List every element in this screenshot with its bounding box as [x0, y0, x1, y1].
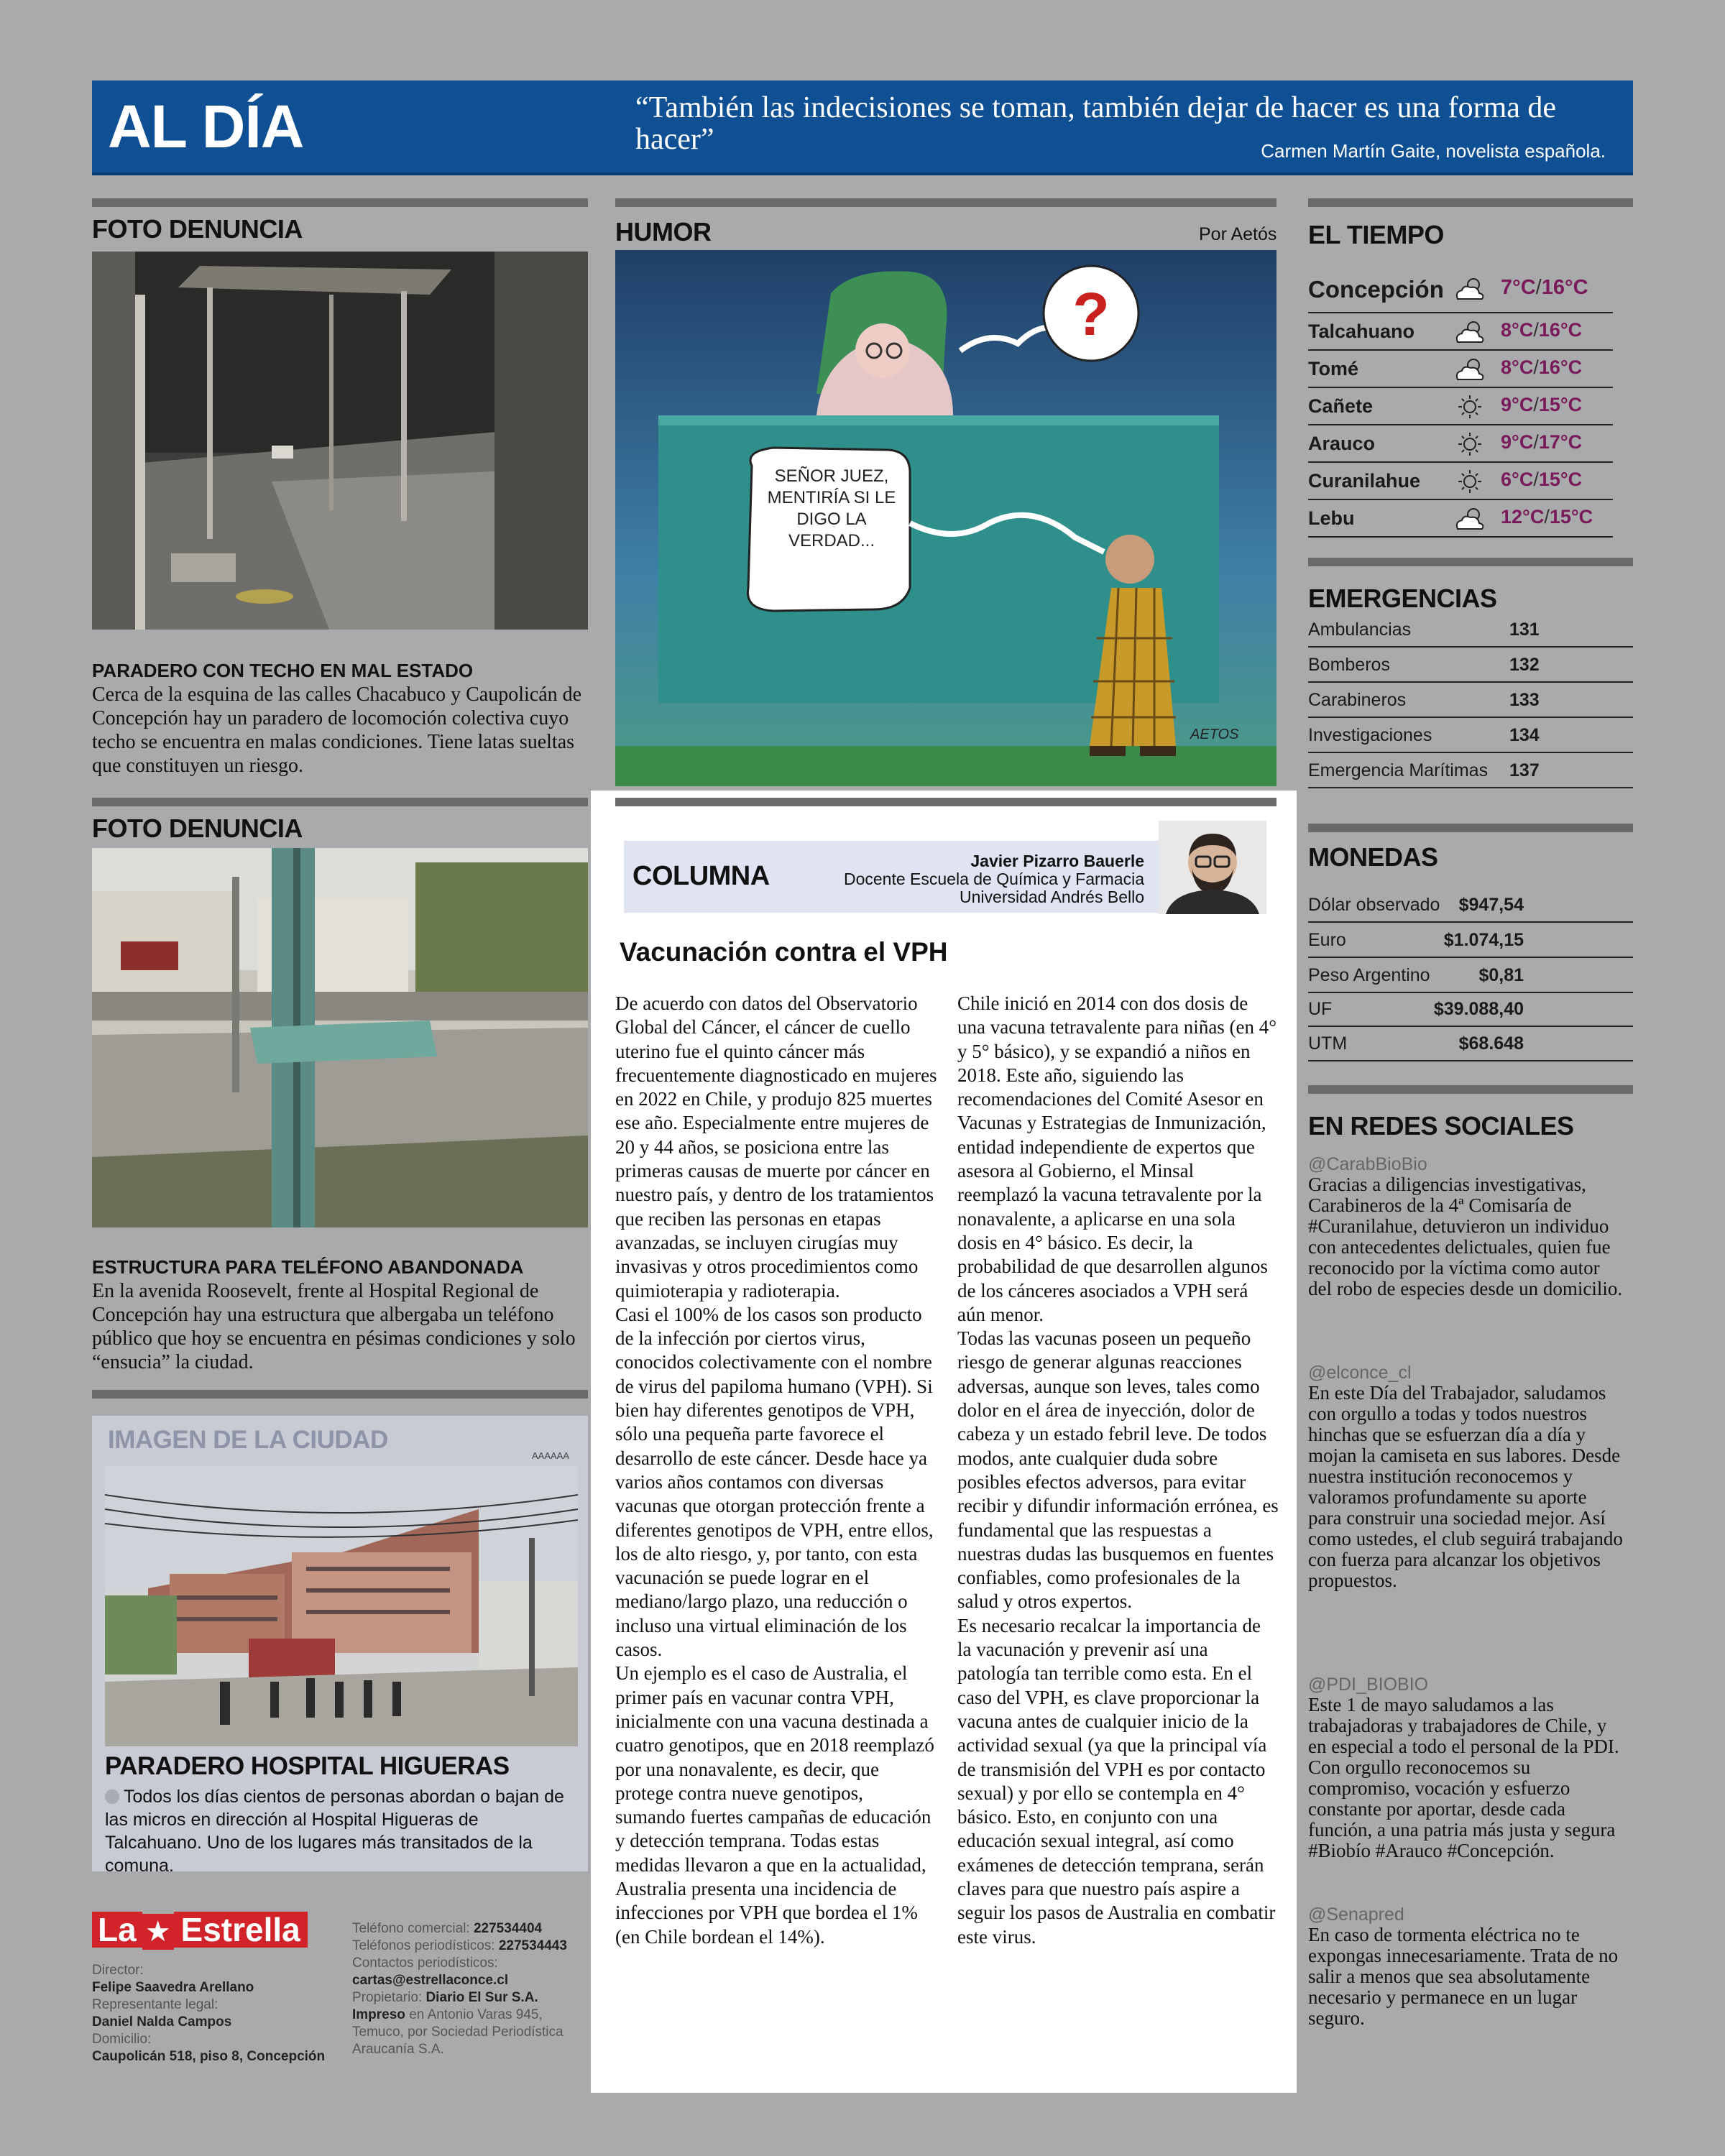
- divider: [615, 198, 1276, 207]
- weather-row: [1308, 315, 1613, 351]
- author-name: Javier Pizarro Bauerle: [970, 852, 1144, 870]
- weather-temps: [1501, 276, 1588, 300]
- logo-la: La: [92, 1912, 142, 1948]
- emergency-number[interactable]: 131: [1509, 619, 1540, 640]
- temp-min: 9°C: [1501, 394, 1534, 415]
- foto1-caption-title: PARADERO CON TECHO EN MAL ESTADO: [92, 660, 474, 681]
- weather-city: Tomé: [1308, 358, 1359, 379]
- foto2-caption-title: ESTRUCTURA PARA TELÉFONO ABANDONADA: [92, 1256, 524, 1278]
- imagen-title: PARADERO HOSPITAL HIGUERAS: [105, 1752, 510, 1780]
- bus-stop-photo: [92, 252, 588, 630]
- contact-email[interactable]: cartas@estrellaconce.cl: [352, 1973, 509, 1988]
- imprint-left: [92, 1962, 325, 2065]
- temp-sep: /: [1544, 506, 1550, 528]
- cartoon: [615, 250, 1276, 786]
- estrella-logo: [92, 1912, 308, 1948]
- rep-name: Daniel Nalda Campos: [92, 2014, 232, 2030]
- social-handle[interactable]: @CarabBioBio: [1308, 1154, 1427, 1174]
- page-header: [92, 80, 1633, 175]
- weather-city: Arauco: [1308, 433, 1376, 454]
- currency-row: [1308, 923, 1633, 958]
- col1-paragraph: Un ejemplo es el caso de Australia, el primer país en vacunar contra VPH, inicialmente con una vacuna destinada a cuatro genotipos, que en 2018 reemplazó por una nonavalente, es decir, que protege contra nueve genotipos, sumando fuertes campañas de educación y detección temprana. Todas estas medidas llevaron a que en la actualidad, Australia presenta una incidencia de infecciones por VPH que bordea el 1% (en Chile bordean el 14%).: [615, 1662, 934, 1948]
- weather-temps: [1501, 506, 1593, 528]
- weather-city: Curanilahue: [1308, 470, 1421, 492]
- phone-structure-photo: [92, 848, 588, 1227]
- divider: [1308, 1085, 1633, 1094]
- tel-com: 227534404: [473, 1921, 543, 1936]
- photo-credit: AAAAAA: [532, 1450, 570, 1461]
- author-photo: [1159, 821, 1266, 914]
- monedas-section-title: MONEDAS: [1308, 842, 1438, 872]
- column-kicker: COLUMNA: [632, 861, 770, 891]
- currency-row: [1308, 888, 1633, 923]
- weather-temps: [1501, 319, 1582, 341]
- tel-per-label: Teléfonos periodísticos:: [352, 1938, 495, 1953]
- temp-max: 15°C: [1538, 469, 1583, 490]
- emergency-number[interactable]: 133: [1509, 690, 1540, 710]
- author-role1: Docente Escuela de Química y Farmacia: [843, 870, 1144, 888]
- weather-city: Lebu: [1308, 507, 1355, 529]
- emergency-row: [1308, 718, 1633, 753]
- currency-value: $68.648: [1458, 1033, 1524, 1054]
- temp-max: 16°C: [1538, 319, 1583, 341]
- temp-min: 7°C: [1501, 276, 1536, 299]
- emergency-number[interactable]: 137: [1509, 760, 1540, 780]
- speech-bubble-text: SEÑOR JUEZ, MENTIRÍA SI LE DIGO LA VERDAD...: [767, 466, 896, 550]
- divider: [92, 198, 588, 207]
- col2-paragraph: Todas las vacunas poseen un pequeño riesgo de generar algunas reacciones adversas, aunque son leves, tales como dolor en el área de inyección, dolor de cabeza y un estado febril leve. De todos modos, ante cualquier duda sobre posibles efectos adversos, para evitar recibir y difundir información errónea, es fundamental que las respuestas a nuestras dudas las busquemos en fuentes confiables, como profesionales de la salud y otros expertos.: [957, 1327, 1279, 1613]
- hospital-photo: [105, 1466, 578, 1746]
- emergency-number[interactable]: 132: [1509, 655, 1540, 675]
- foto1-caption-body: Cerca de la esquina de las calles Chacabuco y Caupolicán de Concepción hay un paradero de locomoción colectiva cuyo techo se encuentra en malas condiciones. Tiene latas sueltas que constituyen un riesgo.: [92, 683, 582, 777]
- currency-row: [1308, 992, 1633, 1027]
- temp-max: 17°C: [1538, 431, 1583, 453]
- cartoon-signature: AETOS: [1190, 727, 1239, 742]
- section-title: AL DÍA: [108, 93, 304, 160]
- weather-row: [1308, 352, 1613, 388]
- weather-temps: [1501, 469, 1582, 491]
- currency-row: [1308, 958, 1633, 993]
- temp-sep: /: [1535, 276, 1542, 299]
- print-text: en Antonio Varas 945, Temuco, por Sociedad Periodística Araucanía S.A.: [352, 2007, 564, 2057]
- humor-byline: Por Aetós: [1199, 224, 1277, 244]
- currency-label: Euro: [1308, 930, 1346, 950]
- currency-label: UTM: [1308, 1033, 1348, 1054]
- column-text-col1: [615, 992, 937, 1949]
- weather-city: Talcahuano: [1308, 321, 1415, 342]
- foto2-caption-body: En la avenida Roosevelt, frente al Hospital Regional de Concepción hay una estructura que albergaba un teléfono público que hoy se encuentra en pésimas condiciones y solo “ensucia” la ciudad.: [92, 1280, 576, 1373]
- owner: Diario El Sur S.A.: [426, 1990, 538, 2005]
- temp-sep: /: [1533, 431, 1539, 453]
- director-label: Director:: [92, 1963, 144, 1978]
- tel-com-label: Teléfono comercial:: [352, 1921, 470, 1936]
- weather-temps: [1501, 356, 1582, 379]
- weather-city: Concepción: [1308, 276, 1444, 303]
- emergency-label: Carabineros: [1308, 690, 1407, 710]
- social-post-text: En caso de tormenta eléctrica no te expongas innecesariamente. Trata de no salir a menos que sea absolutamente necesario y permanece en un lugar seguro.: [1308, 1924, 1619, 2029]
- weather-section-title: EL TIEMPO: [1308, 220, 1444, 249]
- contact-label: Contactos periodísticos:: [352, 1955, 498, 1971]
- emergency-row: [1308, 683, 1633, 718]
- temp-min: 6°C: [1501, 469, 1534, 490]
- temp-max: 16°C: [1538, 356, 1583, 378]
- social-post-text: Gracias a diligencias investigativas, Carabineros de la 4ª Comisaría de #Curanilahue, detuvieron un individuo con antecedentes delictuales, quien fue reconocido por la víctima como autor del robo de especies desde un domicilio.: [1308, 1174, 1623, 1299]
- divider: [1308, 198, 1633, 207]
- tel-per: 227534443: [498, 1938, 567, 1953]
- emergency-row: [1308, 612, 1633, 648]
- partly-cloudy-icon: [1452, 318, 1488, 346]
- col2-paragraph: Es necesario recalcar la importancia de la vacunación y prevenir así una patología tan terrible como esta. En el caso del VPH, es clave proporcionar la vacuna antes de cualquier inicio de la actividad sexual (ya que la principal vía de transmisión del VPH es por contacto sexual) y por ello se contempla en 4° básico. Esto, en conjunto con una educación sexual integral, así como exámenes de detección temprana, serán claves para que nuestro país aspire a seguir los pasos de Australia en combatir este virus.: [957, 1614, 1276, 1948]
- weather-row: [1308, 464, 1613, 500]
- col1-paragraph: Casi el 100% de los casos son producto de la infección por ciertos virus, conocidos colectivamente con el nombre de virus del papiloma humano (VPH). Si bien hay diferentes genotipos de VPH, sólo una pequeña parte favorece el desarrollo de este cáncer. Desde hace ya varios años contamos con diversas vacunas que otorgan protección frente a diferentes genotipos de VPH, entre ellos, los de alto riesgo, y, por tanto, con esta vacunación se puede lograr en el mediano/largo plazo, una reducción o incluso una virtual eliminación de los casos.: [615, 1303, 934, 1661]
- divider: [1308, 558, 1633, 566]
- emergency-row: [1308, 753, 1633, 788]
- social-handle[interactable]: @elconce_cl: [1308, 1363, 1412, 1383]
- emergency-label: Emergencia Marítimas: [1308, 760, 1489, 780]
- foto1-section-title: FOTO DENUNCIA: [92, 214, 303, 244]
- dom-value: Caupolicán 518, piso 8, Concepción: [92, 2049, 326, 2064]
- currency-value: $39.088,40: [1433, 999, 1524, 1019]
- divider: [92, 1390, 588, 1399]
- emergency-number[interactable]: 134: [1509, 725, 1540, 745]
- sunny-icon: [1452, 392, 1488, 421]
- temp-max: 15°C: [1549, 506, 1593, 528]
- column-text-col2: [957, 992, 1279, 1949]
- social-handle[interactable]: @PDI_BIOBIO: [1308, 1674, 1429, 1695]
- currency-value: $1.074,15: [1443, 930, 1524, 950]
- col1-paragraph: De acuerdo con datos del Observatorio Global del Cáncer, el cáncer de cuello uterino fue el quinto cáncer más frecuentemente diagnosticado en mujeres en 2022 en Chile, y produjo 825 muertes ese año. Especialmente entre mujeres de 20 y 44 años, se posiciona entre las primeras causas de muerte por cáncer en nuestro país, y dentro de los tratamientos que reciben las personas en etapas avanzadas, se incluyen cirugías muy invasivas y otros procedimientos como quimioterapia y radioterapia.: [615, 992, 937, 1302]
- weather-row: [1308, 427, 1613, 463]
- header-quote: “También las indecisiones se toman, también dejar de hacer es una forma de hacer”: [635, 91, 1557, 156]
- star-icon: ★: [142, 1914, 174, 1950]
- weather-row: [1308, 390, 1613, 425]
- column-headline: Vacunación contra el VPH: [620, 937, 948, 967]
- sunny-icon: [1452, 467, 1488, 496]
- imagen-body: [105, 1785, 572, 1877]
- partly-cloudy-icon: [1452, 505, 1488, 533]
- currency-value: $947,54: [1458, 895, 1524, 915]
- social-handle[interactable]: @Senapred: [1308, 1904, 1404, 1925]
- currency-row: [1308, 1026, 1633, 1061]
- foto2-section-title: FOTO DENUNCIA: [92, 814, 303, 843]
- emergency-label: Investigaciones: [1308, 725, 1432, 745]
- divider: [92, 798, 588, 806]
- temp-sep: /: [1533, 356, 1539, 378]
- author-role2: Universidad Andrés Bello: [960, 888, 1144, 906]
- temp-min: 12°C: [1501, 506, 1545, 528]
- column-author-block: [783, 852, 1144, 906]
- divider: [1308, 824, 1633, 832]
- logo-estrella: Estrella: [174, 1912, 308, 1948]
- weather-city: Cañete: [1308, 395, 1374, 417]
- imagen-body-text: Todos los días cientos de personas abordan o bajan de las micros en dirección al Hospital Higueras de Talcahuano. Uno de los lugares más transitados de la comuna.: [105, 1787, 564, 1876]
- weather-temps: [1501, 431, 1582, 453]
- temp-max: 15°C: [1538, 394, 1583, 415]
- temp-sep: /: [1533, 469, 1539, 490]
- weather-row: [1308, 272, 1613, 313]
- social-post-text: En este Día del Trabajador, saludamos con orgullo a todas y todos nuestros hinchas que se esfuerzan día a día y mojan la camiseta en sus labores. Desde nuestra institución reconocemos y valoramos profundamente su aporte para construir una sociedad mejor. Así como ustedes, el club seguirá trabajando con fuerza para alcanzar los objetivos propuestos.: [1308, 1382, 1623, 1591]
- temp-sep: /: [1533, 319, 1539, 341]
- currency-label: Peso Argentino: [1308, 965, 1430, 985]
- quote-author: Carmen Martín Gaite, novelista española.: [1261, 140, 1606, 162]
- owner-label: Propietario:: [352, 1990, 423, 2005]
- currency-label: UF: [1308, 999, 1333, 1019]
- emergency-row: [1308, 648, 1633, 683]
- weather-row: [1308, 502, 1613, 538]
- director-name: Felipe Saavedra Arellano: [92, 1980, 254, 1995]
- humor-section-title: HUMOR: [615, 217, 712, 247]
- emergency-label: Bomberos: [1308, 655, 1390, 675]
- partly-cloudy-icon: [1452, 275, 1488, 303]
- temp-max: 16°C: [1541, 276, 1588, 299]
- dom-label: Domicilio:: [92, 2032, 152, 2047]
- temp-min: 8°C: [1501, 319, 1534, 341]
- temp-min: 8°C: [1501, 356, 1534, 378]
- social-post-text: Este 1 de mayo saludamos a las trabajadoras y trabajadores de Chile, y en especial a todo el personal de la PDI. Con orgullo reconocemos su compromiso, vocación y esfuerzo constante por aportar, desde cada función, a una patria más justa y segura #Biobío #Arauco #Concepción.: [1308, 1694, 1619, 1861]
- question-mark: ?: [1072, 280, 1110, 348]
- emergency-label: Ambulancias: [1308, 619, 1412, 640]
- emergencias-section-title: EMERGENCIAS: [1308, 584, 1497, 613]
- print-label: Impreso: [352, 2007, 405, 2022]
- sunny-icon: [1452, 430, 1488, 459]
- bullet-icon: [105, 1789, 119, 1804]
- temp-sep: /: [1533, 394, 1539, 415]
- rep-label: Representante legal:: [92, 1997, 218, 2012]
- temp-min: 9°C: [1501, 431, 1534, 453]
- currency-label: Dólar observado: [1308, 895, 1440, 915]
- currency-value: $0,81: [1478, 965, 1524, 985]
- divider: [615, 798, 1276, 806]
- imprint-right: [352, 1920, 589, 2058]
- imagen-section-title: IMAGEN DE LA CIUDAD: [108, 1426, 388, 1454]
- partly-cloudy-icon: [1452, 355, 1488, 384]
- weather-temps: [1501, 394, 1582, 416]
- col2-paragraph: Chile inició en 2014 con dos dosis de una vacuna tetravalente para niñas (en 4° y 5° básico), y se expandió a niños en 2018. Este año, siguiendo las recomendaciones del Comité Asesor en Vacunas y Estrategias de Inmunización, entidad independiente de expertos que asesora al Gobierno, el Minsal reemplazó la vacuna tetravalente por la nonavalente, a aplicarse en una sola dosis en 4° básico. Es decir, la probabilidad de que desarrollen algunos de los cánceres asociados a VPH será aún menor.: [957, 992, 1277, 1325]
- social-section-title: EN REDES SOCIALES: [1308, 1111, 1574, 1141]
